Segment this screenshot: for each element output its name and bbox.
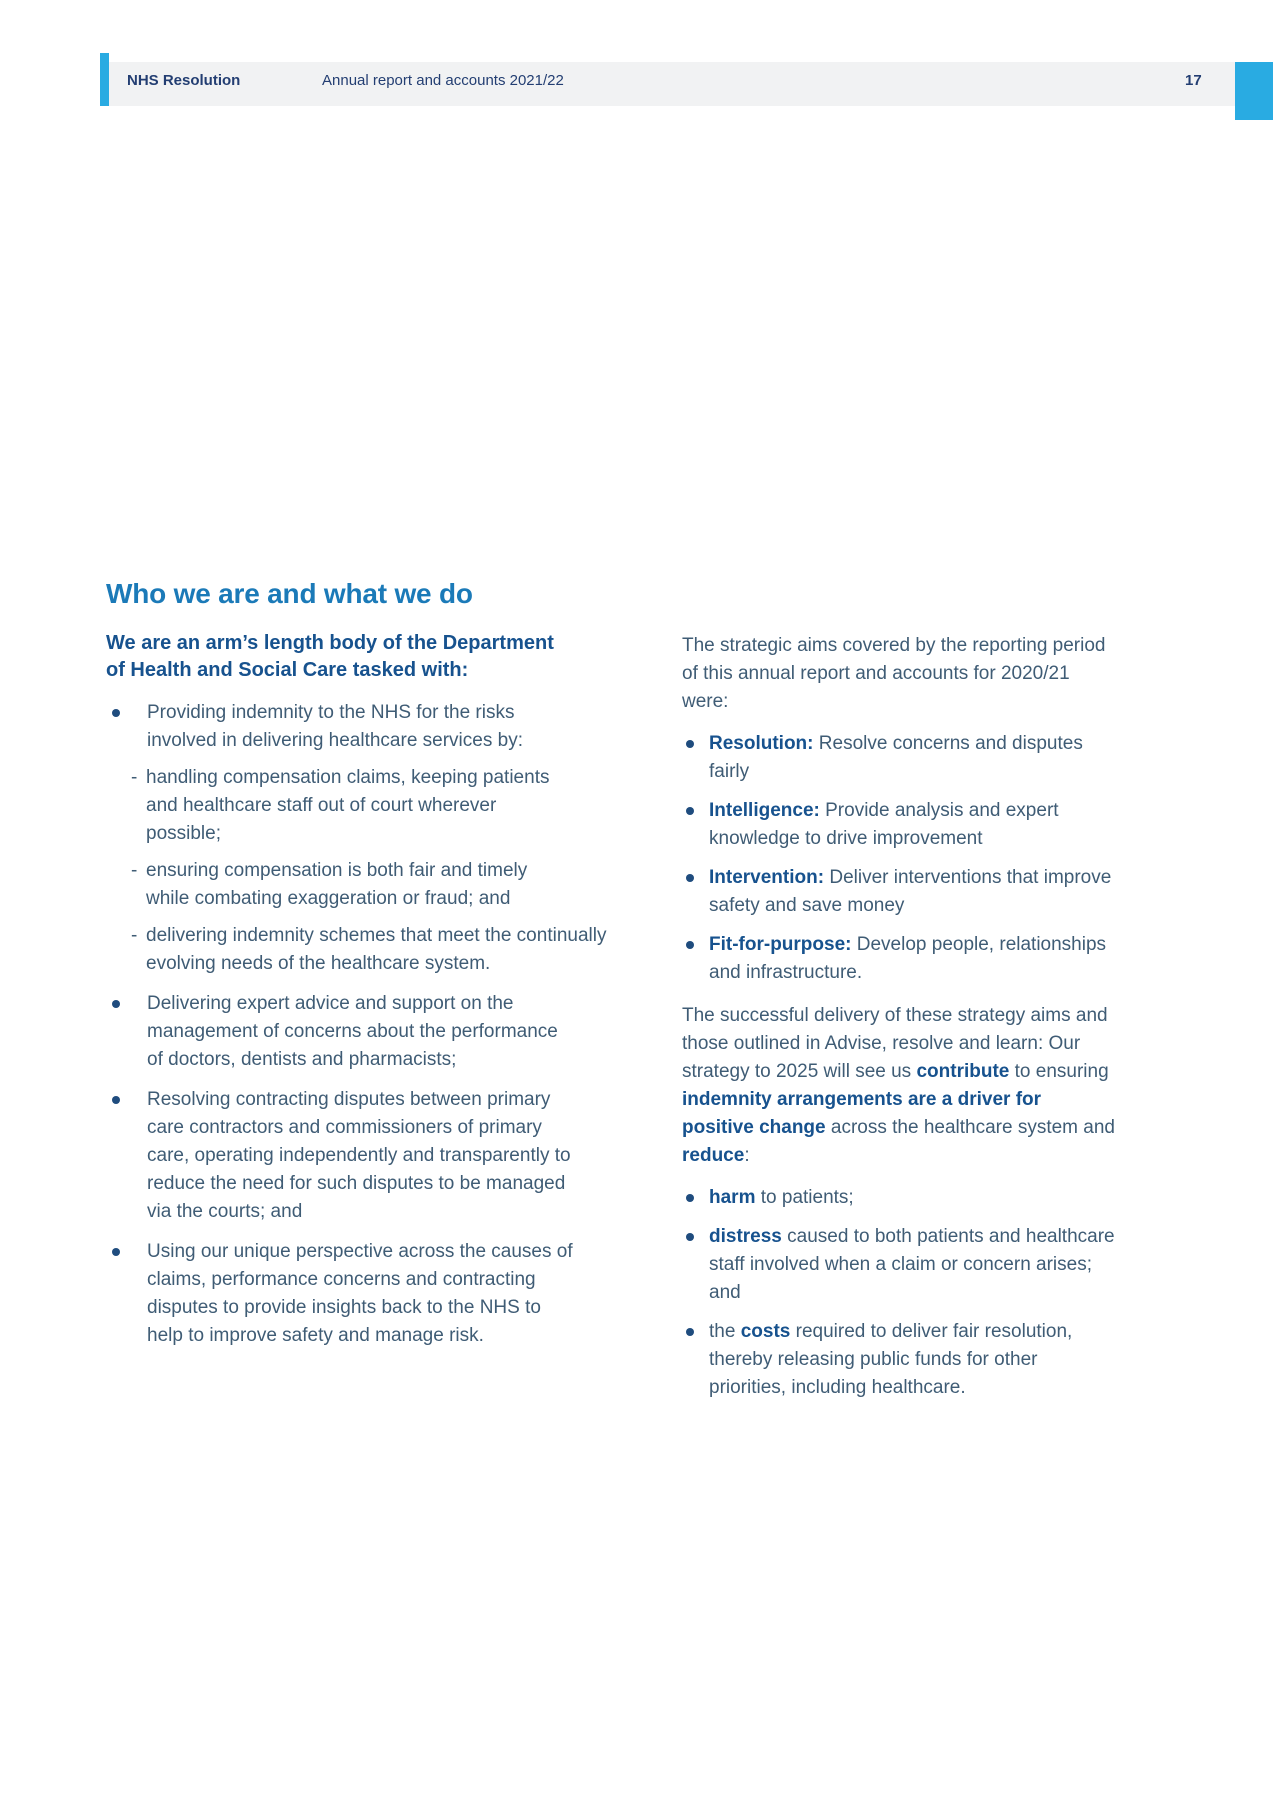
header-accent-bar [100, 53, 109, 106]
bullet-text: Delivering expert advice and support on the management of concerns about the performance of doctors, dentists and pharmacists; [147, 993, 558, 1070]
sub-bullet-text: - handling compensation claims, keeping patients and healthcare staff out of court wherever possible; [146, 767, 550, 844]
strategic-aim-rest: Deliver interventions that improve safety and save money [709, 867, 1112, 916]
strategic-aim-item [682, 864, 1116, 920]
strategy-bold: reduce [682, 1145, 745, 1166]
reduce-text [709, 1223, 1116, 1307]
header-band [100, 62, 1235, 106]
bullet-text: Providing indemnity to the NHS for the risks involved in delivering healthcare services by: [147, 702, 523, 751]
reduce-post: caused to both patients and healthcare staff involved when a claim or concern arises; and [709, 1226, 1115, 1303]
bullet-dot-icon [686, 740, 694, 748]
left-column [106, 630, 607, 1350]
bullet-item [106, 699, 578, 755]
strategic-aim-lead: Intervention: [709, 867, 825, 888]
strategy-bold: indemnity arrangements are a driver for positive change [682, 1089, 1042, 1138]
strategic-aim-text [709, 730, 1116, 786]
reduce-bold: distress [709, 1226, 782, 1247]
strategy-text: across the healthcare system and [825, 1117, 1115, 1138]
strategy-paragraph [682, 1002, 1116, 1170]
sub-bullet-item [131, 764, 551, 848]
strategy-bold: contribute [916, 1061, 1010, 1082]
bullet-dot-icon [112, 1248, 120, 1256]
strategic-aim-item [682, 730, 1116, 786]
strategic-aim-text [709, 931, 1116, 987]
strategic-aim-item [682, 931, 1116, 987]
strategic-aim-item [682, 797, 1116, 853]
reduce-text [709, 1184, 1116, 1212]
reduce-bold: costs [740, 1321, 791, 1342]
reduce-post: required to deliver fair resolution, thereby releasing public funds for other priorities, including healthcare. [709, 1321, 1073, 1398]
reduce-bold: harm [709, 1187, 756, 1208]
bullet-dot-icon [686, 1194, 694, 1202]
bullet-dot-icon [112, 709, 120, 717]
sub-bullet-item [131, 857, 551, 913]
bullet-item [106, 990, 578, 1074]
header-doc-title: Annual report and accounts 2021/22 [322, 72, 564, 89]
header-brand: NHS Resolution [127, 72, 241, 89]
strategic-aim-rest: Develop people, relationships and infrastructure. [709, 934, 1107, 983]
bullet-item [106, 1238, 578, 1350]
bullet-dot-icon [686, 1328, 694, 1336]
strategic-aim-lead: Intelligence: [709, 800, 820, 821]
strategy-text: The successful delivery of these strategy aims and those outlined in Advise, resolve and learn: Our strategy to 2025 will see us [682, 1005, 1108, 1082]
right-intro: The strategic aims covered by the reporting period of this annual report and accounts for 2020/21 were: [682, 635, 1106, 712]
strategic-aim-lead: Resolution: [709, 733, 814, 754]
strategy-text: to ensuring [1009, 1061, 1109, 1082]
strategic-aim-lead: Fit-for-purpose: [709, 934, 852, 955]
strategic-aim-text [709, 797, 1116, 853]
bullet-text: Using our unique perspective across the causes of claims, performance concerns and contracting disputes to provide insights back to the NHS to help to improve safety and manage risk. [147, 1241, 573, 1346]
bullet-dot-icon [112, 1000, 120, 1008]
header-corner-square [1235, 62, 1273, 120]
sub-bullet-item [131, 922, 651, 978]
strategic-aim-rest: Provide analysis and expert knowledge to drive improvement [709, 800, 1059, 849]
reduce-item [682, 1184, 1116, 1212]
reduce-item [682, 1318, 1116, 1402]
bullet-item [106, 1086, 578, 1226]
section-title: Who we are and what we do [106, 578, 473, 609]
reduce-text [709, 1318, 1116, 1402]
left-intro: We are an arm’s length body of the Department of Health and Social Care tasked with: [106, 632, 554, 681]
header-page-number: 17 [1185, 72, 1202, 89]
sub-bullet-text: - delivering indemnity schemes that meet the continually evolving needs of the healthcare system. [146, 925, 607, 974]
reduce-post: to patients; [755, 1187, 854, 1208]
strategy-text: : [744, 1145, 750, 1166]
bullet-dot-icon [686, 874, 694, 882]
bullet-dot-icon [686, 807, 694, 815]
reduce-pre: the [709, 1321, 741, 1342]
strategic-aim-rest: Resolve concerns and disputes fairly [709, 733, 1083, 782]
right-column [682, 632, 1116, 1402]
bullet-dot-icon [112, 1096, 120, 1104]
sub-bullet-text: - ensuring compensation is both fair and timely while combating exaggeration or fraud; and [146, 860, 528, 909]
bullet-dot-icon [686, 1233, 694, 1241]
bullet-text: Resolving contracting disputes between primary care contractors and commissioners of primary care, operating independently and transparently to reduce the need for such disputes to be managed via the courts; and [147, 1089, 571, 1222]
reduce-item [682, 1223, 1116, 1307]
bullet-dot-icon [686, 941, 694, 949]
strategic-aim-text [709, 864, 1116, 920]
